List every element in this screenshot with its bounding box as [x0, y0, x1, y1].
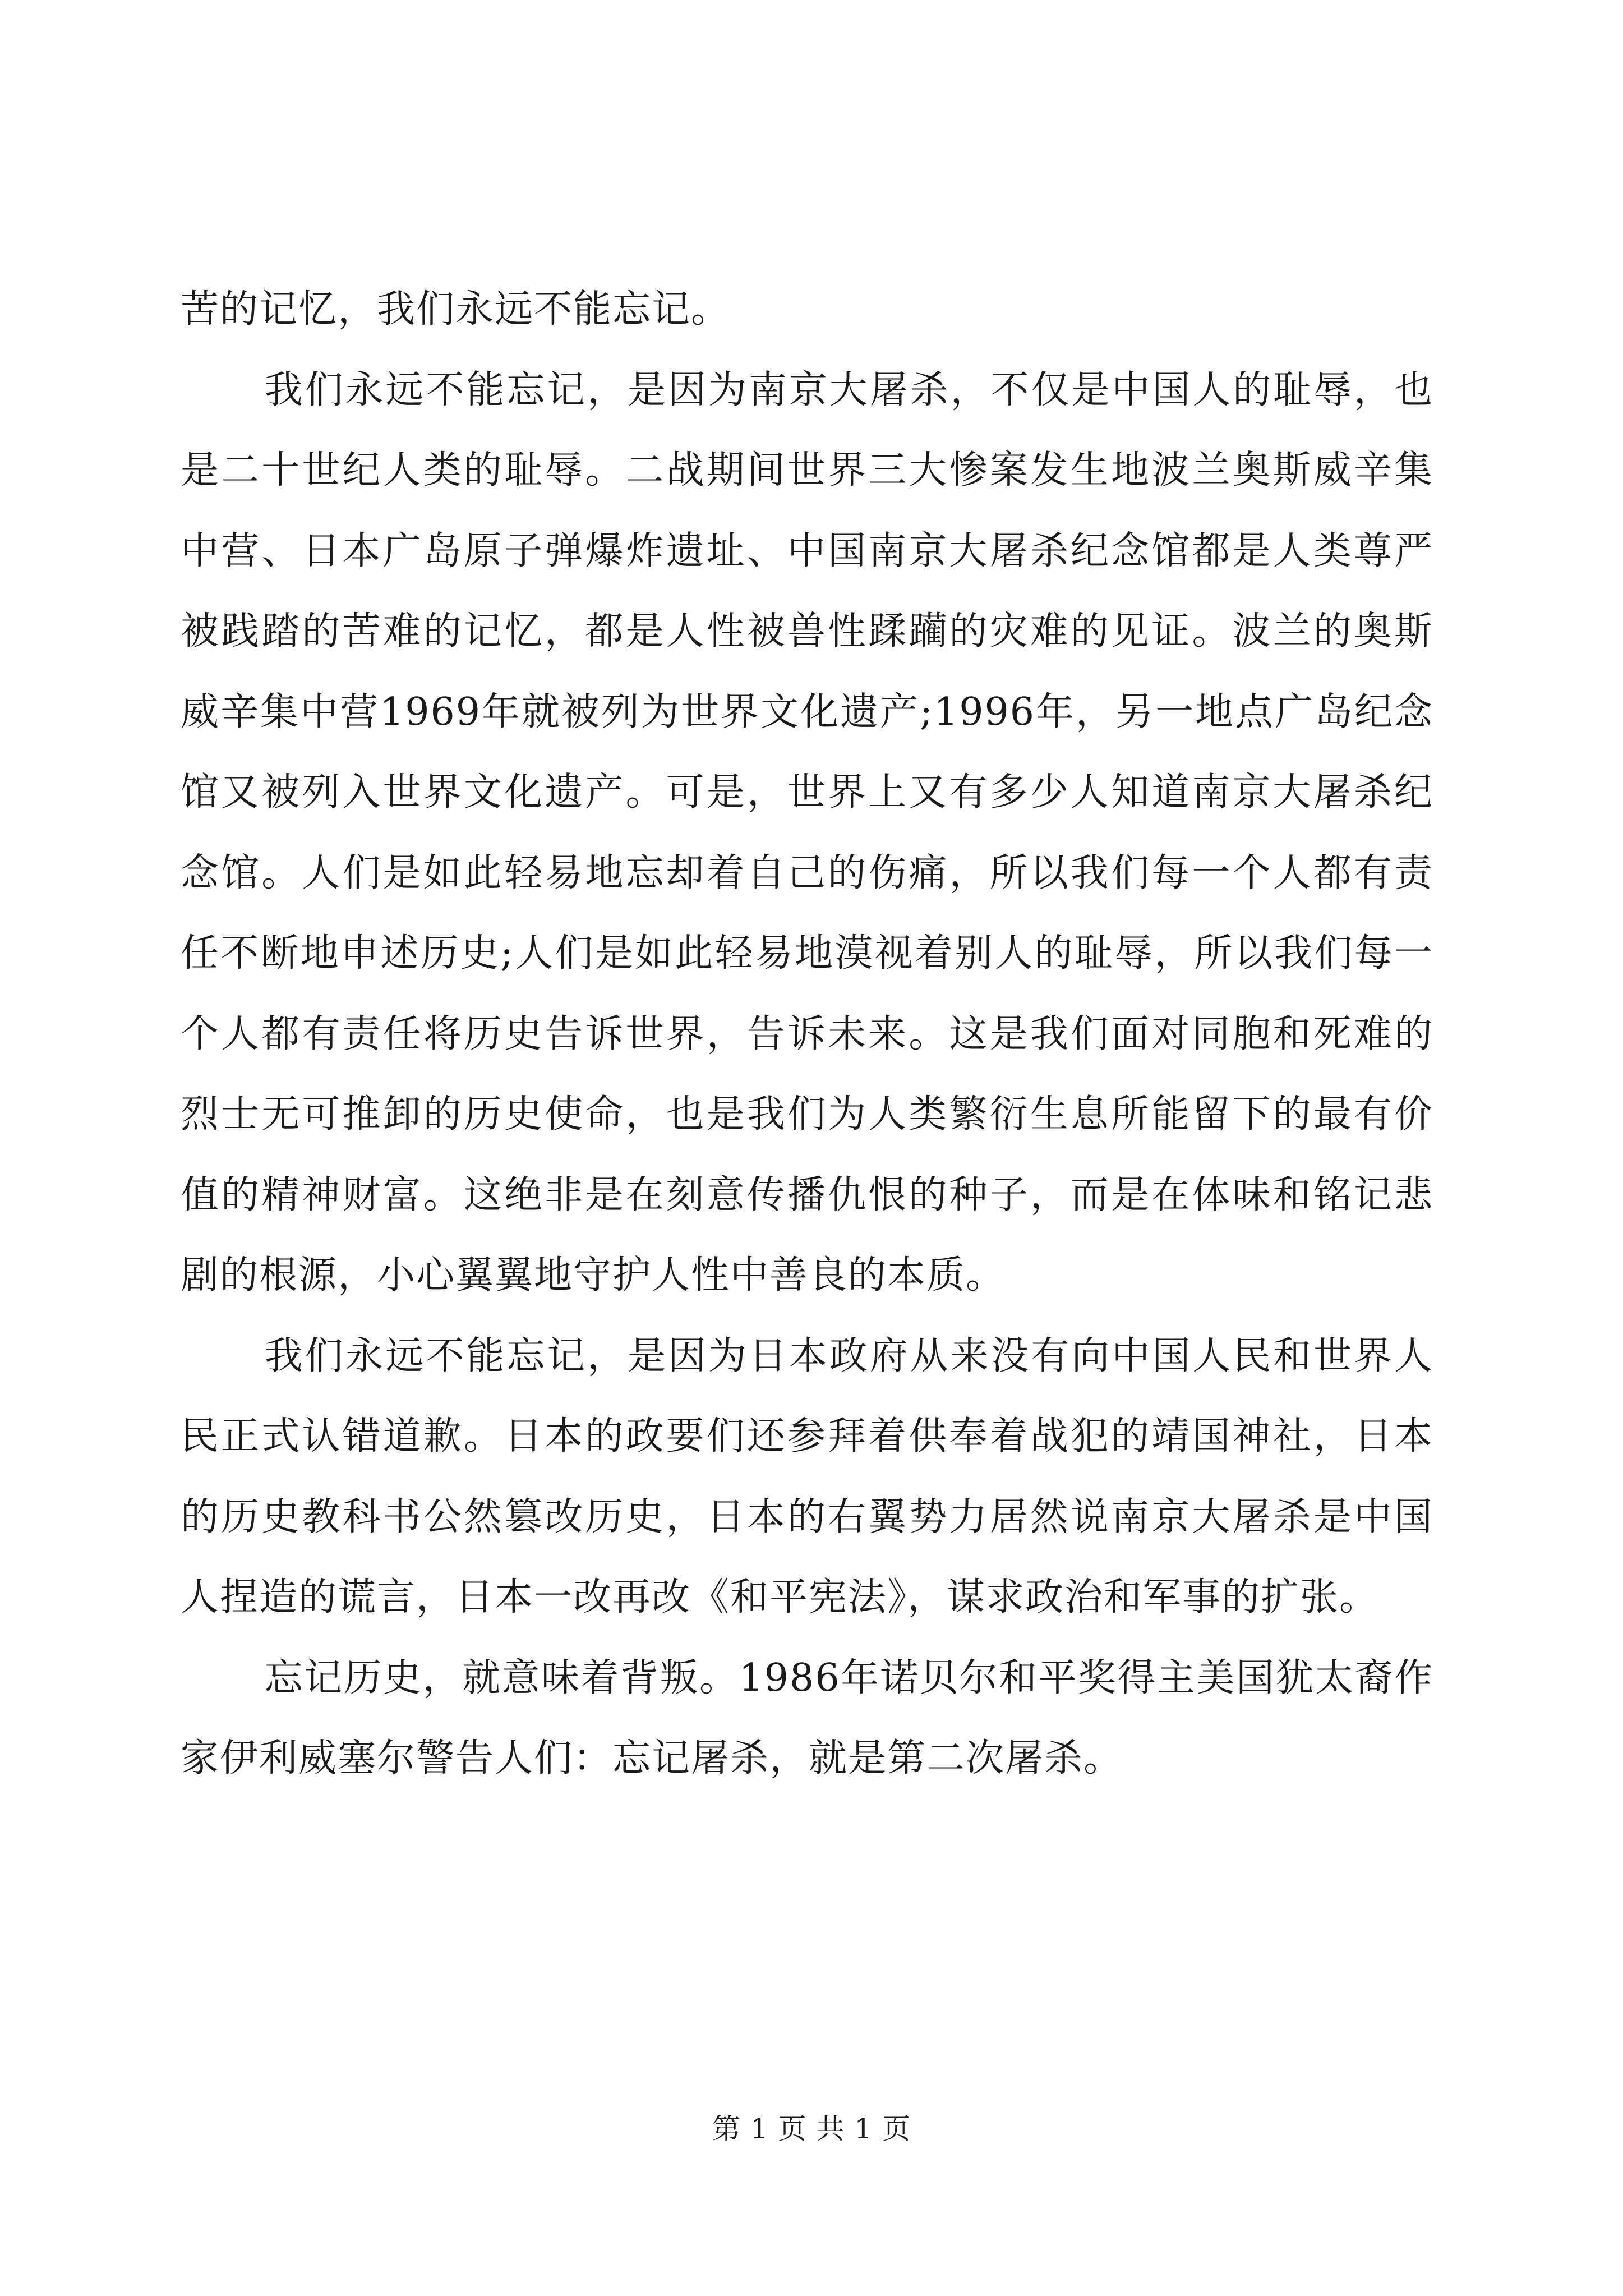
page-number: 第 1 页 共 1 页: [712, 2113, 911, 2145]
page-footer: [0, 2112, 1623, 2146]
paragraph-4: 忘记历史，就意味着背叛。1986年诺贝尔和平奖得主美国犹太裔作家伊利威塞尔警告人们：忘记屠杀，就是第二次屠杀。: [181, 1655, 1433, 1780]
paragraph-2: 我们永远不能忘记，是因为南京大屠杀，不仅是中国人的耻辱，也是二十世纪人类的耻辱。二战期间世界三大惨案发生地波兰奥斯威辛集中营、日本广岛原子弹爆炸遗址、中国南京大屠杀纪念馆都是人类尊严被践踏的苦难的记忆，都是人性被兽性蹂躏的灾难的见证。波兰的奥斯威辛集中营1969年就被列为世界文化遗产;1996年，另一地点广岛纪念馆又被列入世界文化遗产。可是，世界上又有多少人知道南京大屠杀纪念馆。人们是如此轻易地忘却着自己的伤痛，所以我们每一个人都有责任不断地申述历史;人们是如此轻易地漠视着别人的耻辱，所以我们每一个人都有责任将历史告诉世界，告诉未来。这是我们面对同胞和死难的烈士无可推卸的历史使命，也是我们为人类繁衍生息所能留下的最有价值的精神财富。这绝非是在刻意传播仇恨的种子，而是在体味和铭记悲剧的根源，小心翼翼地守护人性中善良的本质。: [181, 367, 1433, 1297]
paragraph-3: 我们永远不能忘记，是因为日本政府从来没有向中国人民和世界人民正式认错道歉。日本的政要们还参拜着供奉着战犯的靖国神社，日本的历史教科书公然篡改历史，日本的右翼势力居然说南京大屠杀是中国人捏造的谎言，日本一改再改《和平宪法》，谋求政治和军事的扩张。: [181, 1333, 1433, 1619]
paragraph-1: 苦的记忆，我们永远不能忘记。: [181, 287, 731, 332]
document-body: [181, 269, 1433, 1799]
